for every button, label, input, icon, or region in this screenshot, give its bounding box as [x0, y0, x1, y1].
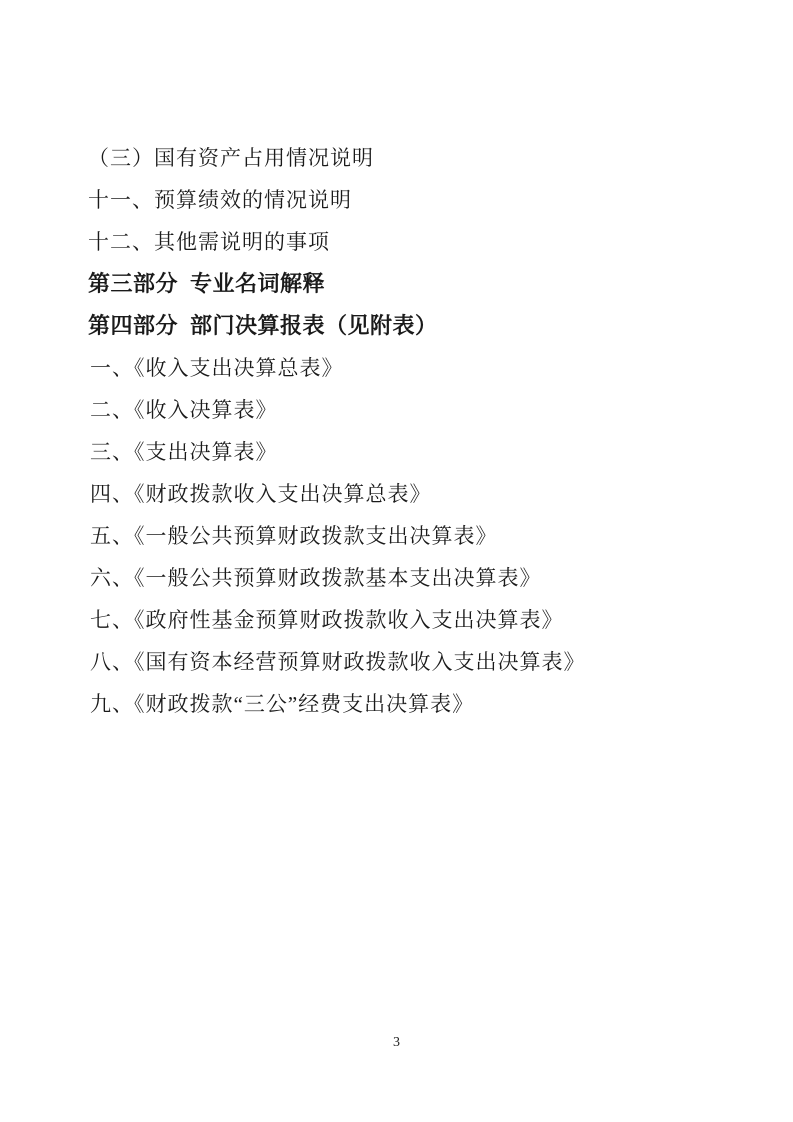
toc-line: 十一、预算绩效的情况说明 — [88, 188, 352, 212]
page-number: 3 — [393, 1035, 400, 1050]
toc-line: 八、《国有资本经营预算财政拨款收入支出决算表》 — [90, 650, 586, 674]
toc-line: （三）国有资产占用情况说明 — [88, 146, 374, 170]
section-heading: 第四部分 部门决算报表（见附表） — [88, 313, 438, 338]
toc-line: 五、《一般公共预算财政拨款支出决算表》 — [90, 524, 498, 548]
toc-line: 九、《财政拨款“三公”经费支出决算表》 — [90, 692, 475, 716]
toc-line: 十二、其他需说明的事项 — [88, 230, 330, 254]
toc-line: 三、《支出决算表》 — [90, 440, 278, 464]
toc-line: 七、《政府性基金预算财政拨款收入支出决算表》 — [90, 608, 564, 632]
section-heading: 第三部分 专业名词解释 — [88, 271, 326, 296]
toc-line: 二、《收入决算表》 — [90, 398, 278, 422]
toc-line: 六、《一般公共预算财政拨款基本支出决算表》 — [90, 566, 542, 590]
document-content — [0, 137, 793, 725]
toc-line: 四、《财政拨款收入支出决算总表》 — [90, 482, 432, 506]
toc-line: 一、《收入支出决算总表》 — [90, 356, 344, 380]
